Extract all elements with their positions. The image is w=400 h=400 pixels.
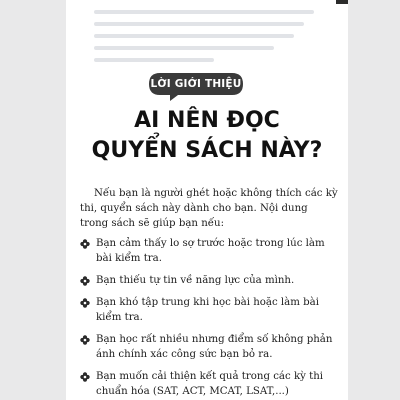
page-title-line-2: QUYỂN SÁCH NÀY? — [91, 138, 323, 163]
list-item — [80, 369, 338, 399]
bullet-list — [80, 236, 338, 400]
bullet-text: Bạn muốn cải thiện kết quả trong các kỳ thi chuẩn hóa (SAT, ACT, MCAT, LSAT,...) — [96, 371, 324, 397]
badge-label: LỜI GIỚI THIỆU — [150, 78, 242, 90]
page-corner-mark — [336, 0, 348, 4]
list-item — [80, 295, 338, 325]
intro-badge — [148, 72, 244, 100]
bullet-text: Bạn cảm thấy lo sợ trước hoặc trong lúc làm bài kiểm tra. — [96, 238, 325, 264]
page-title-line-1: AI NÊN ĐỌC — [134, 108, 280, 133]
flower-bullet-icon — [80, 335, 90, 345]
intro-paragraph: Nếu bạn là người ghét hoặc không thích các kỳ thi, quyển sách này dành cho bạn. Nội dung trong sách sẽ giúp bạn nếu: — [80, 188, 338, 229]
show-through-text — [66, 0, 348, 72]
flower-bullet-icon — [80, 372, 90, 382]
bullet-text: Bạn thiếu tự tin về năng lực của mình. — [96, 275, 295, 286]
bullet-text: Bạn khó tập trung khi học bài hoặc làm bài kiểm tra. — [96, 297, 319, 323]
book-page — [66, 0, 348, 400]
bullet-text: Bạn học rất nhiều nhưng điểm số không phản ánh chính xác công sức bạn bỏ ra. — [96, 334, 333, 360]
flower-bullet-icon — [80, 239, 90, 249]
flower-bullet-icon — [80, 276, 90, 286]
list-item — [80, 236, 338, 266]
flower-bullet-icon — [80, 298, 90, 308]
list-item — [80, 273, 338, 288]
list-item — [80, 332, 338, 362]
